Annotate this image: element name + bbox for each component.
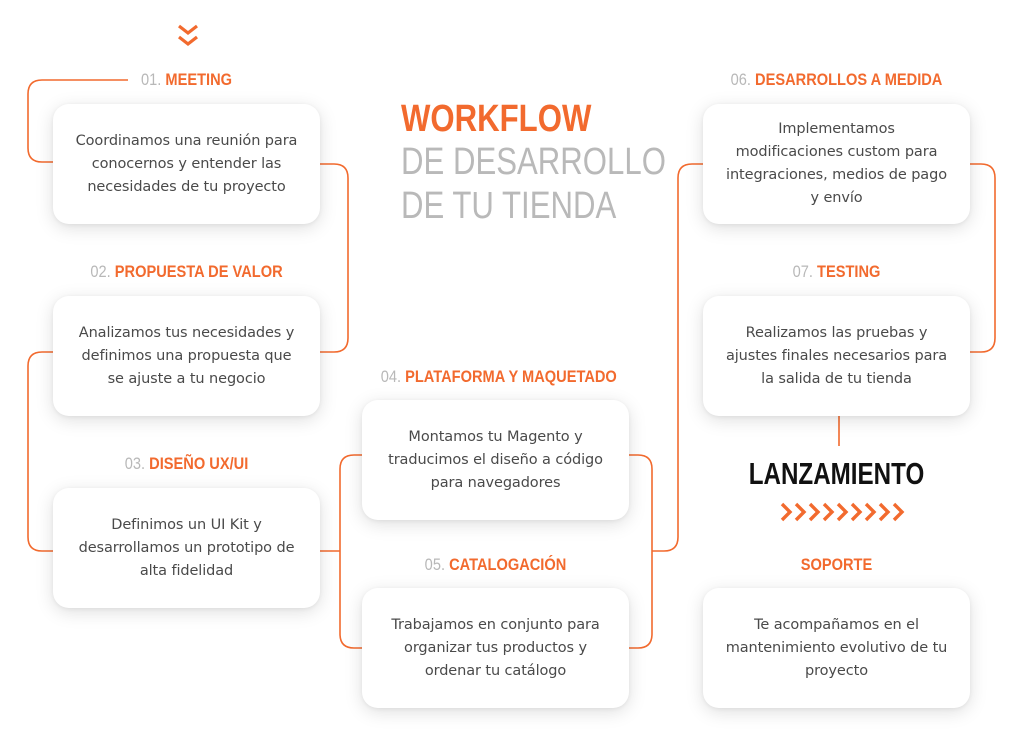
step-title: SOPORTE — [800, 555, 873, 574]
step-card-diseno — [53, 488, 320, 608]
step-card-propuesta — [53, 296, 320, 416]
step-description: Te acompañamos en el mantenimiento evolutivo de tu proyecto — [725, 616, 948, 679]
step-card-testing — [703, 296, 970, 416]
connector-2-3 — [28, 352, 53, 551]
step-card-plataforma — [362, 400, 629, 520]
connector-bracket-45-right — [629, 455, 652, 648]
step-label-plataforma — [380, 367, 617, 387]
title-subtitle-2: DE TU TIENDA — [401, 185, 617, 227]
connector-1-2 — [320, 164, 348, 352]
step-label-meeting — [72, 70, 302, 90]
double-chevron-down-icon — [176, 22, 200, 50]
step-description: Coordinamos una reunión para conocernos y entender las necesidades de tu proyecto — [75, 132, 298, 195]
step-label-soporte — [722, 555, 952, 575]
step-title: CATALOGACIÓN — [449, 555, 567, 574]
step-title: MEETING — [165, 70, 232, 89]
step-number: 01. — [140, 70, 162, 89]
step-number: 06. — [730, 70, 751, 89]
connector-bracket-45-left — [340, 455, 362, 648]
title-workflow: WORKFLOW — [401, 98, 592, 140]
step-description: Analizamos tus necesidades y definimos una propuesta que se ajuste a tu negocio — [78, 324, 295, 387]
step-number: 04. — [380, 367, 402, 386]
launch-title: LANZAMIENTO — [748, 456, 925, 491]
step-number: 03. — [124, 454, 146, 473]
step-description: Implementamos modificaciones custom para integraciones, medios de pago y envío — [726, 121, 947, 206]
page-title — [401, 98, 666, 228]
step-title: DESARROLLOS A MEDIDA — [755, 70, 943, 89]
step-card-meeting — [53, 104, 320, 224]
step-title: TESTING — [817, 262, 881, 281]
step-title: PROPUESTA DE VALOR — [114, 262, 283, 281]
step-card-catalogacion — [362, 588, 629, 708]
step-title: PLATAFORMA Y MAQUETADO — [405, 367, 617, 386]
step-label-desarrollos — [722, 70, 952, 90]
step-description: Montamos tu Magento y traducimos el diseño a código para navegadores — [388, 428, 603, 491]
step-number: 05. — [424, 555, 446, 574]
step-label-testing — [722, 262, 952, 282]
step-card-desarrollos — [703, 104, 970, 224]
step-description: Realizamos las pruebas y ajustes finales necesarios para la salida de tu tienda — [725, 324, 948, 387]
step-description: Trabajamos en conjunto para organizar tus productos y ordenar tu catálogo — [391, 616, 600, 679]
step-label-catalogacion — [381, 555, 611, 575]
step-number: 02. — [90, 262, 111, 281]
step-label-diseno — [72, 454, 302, 474]
step-card-soporte — [703, 588, 970, 708]
title-subtitle-1: DE DESARROLLO — [401, 141, 666, 183]
connector-6-7 — [970, 164, 995, 352]
step-description: Definimos un UI Kit y desarrollamos un prototipo de alta fidelidad — [78, 516, 295, 579]
step-label-propuesta — [72, 262, 302, 282]
step-title: DISEÑO UX/UI — [149, 454, 249, 473]
step-number: 07. — [792, 262, 813, 281]
chevron-right-row-icon — [779, 500, 909, 524]
